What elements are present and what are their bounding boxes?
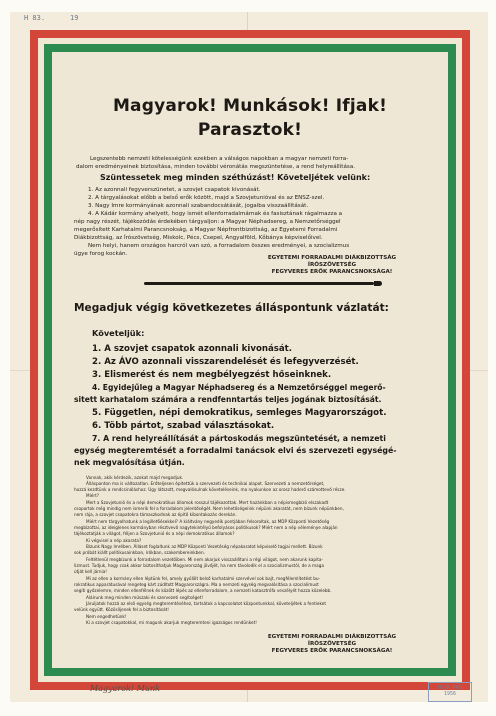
body-line: útját kell járnia!	[74, 569, 107, 574]
demand-item: ügye forog kockán.	[74, 251, 128, 257]
body-line: Aláírunk meg minden műszaki és szervezeti segítséget!	[86, 595, 204, 600]
body-line: Mert a Szovjetunió és a népi demokratikus államok rosszul tájékozottak. Mert hazánkban a népismegbízó elszakadt	[86, 500, 329, 505]
demand-item: megerősített Karhatalmi Parancsnokság, a Magyar Népfrontbizottság, az Egyetemi Forradalmi	[74, 227, 338, 233]
intro-line: dalom eredményeinek biztosítása, minden további véronátás megszüntetése, a rend helyreállítása.	[76, 164, 356, 170]
body-line: Miért nem tárgyalhatunk a legillet6ésekkel? A kiáltvány negyedik pontjában felsoroltak, az MDP Központi Vezetőség	[86, 519, 330, 524]
body-line: Vannak, akik kérdezik, azokat majd megadjuk.	[86, 475, 184, 480]
body-line: nem rája, a szovjet csapatokra támaszkodnak az építő kibontakozás derekán.	[74, 512, 237, 517]
demand-item: 3. Nagy Imre kormányának azonnali szabandocsátását, jogaiba visszaállítását.	[88, 203, 309, 209]
body-line: Nem engedhetünk!	[86, 614, 127, 619]
demand2-item: 7. A rend helyreállítását a pártoskodás megszüntetését, a nemzeti	[92, 434, 386, 443]
body-line: megbízottai, az ideiglenes kormányban résztvevő nagytekintélyű befolyásos politikusok? Miért nem a nép véleménye alapján	[74, 525, 338, 530]
section2-call: Követeljük:	[92, 328, 145, 338]
signature-line: FEGYVERES ERŐK PARANCSNOKSÁGA!	[271, 269, 393, 275]
signature-block-1	[232, 255, 432, 276]
signature-line: EGYETEMI FORRADALMI DIÁKBIZOTTSÁG	[267, 255, 397, 261]
poster-title-line2: Parasztok!	[197, 120, 303, 140]
demand2-item: egység megteremtését a forradalmi tanácsok elvi és szervezeti egységé-	[74, 446, 397, 455]
demand2-item: 4. Egyidejűleg a Magyar Néphadsereg és a Nemzetőrséggel megerő-	[92, 383, 386, 392]
signature-line: EGYETEMI FORRADALMI DIÁKBIZOTTSÁG	[267, 634, 397, 640]
handwritten-note: Magyarok! Munk	[90, 684, 160, 693]
body-line: hozzá kezdtünk a rendcsináláshoz. Úgy látszott, megvalósulnak követeléseink, ma nyakunkon az orosz haderő számottevő része.	[74, 487, 346, 492]
section2-title: Megadjuk végig következetes álláspontunk vázlatát:	[74, 302, 389, 314]
poster-title-line1: Magyarok! Munkások! Ifjak!	[112, 96, 388, 116]
demand2-item: sitett karhatalom számára a rendfenntartás teljes jogának biztosítását.	[74, 395, 382, 404]
body-line: segíti győzelemre, minden ellenfélnek és között lépés az ellenforradalom, a nemzeti katasztrófa veszélyét hozza közelebb.	[74, 588, 332, 593]
demand2-item: nek megvalósítása útján.	[74, 458, 185, 467]
body-line: Feltétlenül megbízunk a forradalom vezetőiben. Mi nem akarjuk visszaállítani a régi világot, nem akarunk kapita-	[86, 557, 323, 562]
signature-block-2	[232, 634, 432, 655]
demand2-item: 2. Az ÁVO azonnali visszarendelését és lefegyverzését.	[92, 357, 359, 367]
demand2-item: 3. Elismerést és nem megbélyegzést hőseinknek.	[92, 370, 332, 380]
section-divider	[144, 282, 374, 285]
body-line: Járuljatok hozzá az első egység megteremtéséhez, tartsátok a kapcsolatot központunkkal, követeljétek a fentieket	[86, 601, 326, 606]
demand2-item: 6. Több pártot, szabad választásokat.	[92, 421, 275, 431]
body-line: Ki végvisel a nép akarata?	[86, 538, 142, 543]
body-line: Miért?	[86, 493, 99, 498]
demand-item: 1. Az azonnali fegyverszünetet, a szovjet csapatok kivonását.	[88, 187, 261, 193]
demand-item: 2. A tárgyalásokat előbb a belső erők között, majd a Szovjetunióval és az ENSZ-szel.	[88, 195, 325, 201]
archive-number: H 83.	[24, 14, 46, 22]
body-line: lizmust. Tudjuk, hogy csak akkor biztosíthatjuk Magyarország jövőjét, ha nem távolodik el a szocializmustól, de a maga	[74, 563, 324, 568]
body-line: sok próbát kiállt politikusainkban, írókban, szakembereinkben.	[74, 550, 205, 555]
body-line: rokratikus apparátusával rengeteg kárt zúdított Magyarországra. Ma a nemzeti egység megvalósítása a szocialimust	[74, 582, 319, 587]
demand-item: Diákbizottság, az Írószövetség, Miskolc, Pécs, Csepel, Angyalföld, Kőbánya képviselőivel.	[74, 235, 323, 241]
call-heading: Szüntessetek meg minden széthúzást! Követeljétek velünk:	[100, 173, 371, 182]
body-line: Állásponton ma is változatlan. Erőteljesen építettük a szervezeti és technikai alapot. Szervezeti a nemzetőrséget,	[86, 481, 325, 486]
demand-item: nép nagy részét, tájékozódás érdekében tárgyaljon: a Magyar Néphadsereg, a Nemzetőrséggel	[74, 219, 341, 225]
demand-item: 4. A Kádár kormány ahelyett, hogy ismét ellenforradalmárnak és fasisztának rágalmazza a	[88, 211, 343, 217]
body-line: csoportok még mindig nem ismerik fel a forradalom jelentőségét. Nem lehetőségeiink népünk akaratát, nem bízunk népünkben,	[74, 506, 344, 511]
signature-line: FEGYVERES ERŐK PARANCSNOKSÁGA!	[271, 648, 393, 654]
archive-mark: 19	[70, 14, 79, 22]
demand-item: Nem helyi, hanem országos harcról van szó, a forradalom összes eredményei, a szocializmus	[88, 243, 350, 249]
intro-line: Legszentebb nemzeti kötelességünk ezekben a válságos napokban a magyar nemzeti forra-	[90, 156, 349, 162]
body-line: Mi az ellen a kormány ellen léptünk fel, amely gyűlölt belső karhatalmi szervével sok bajt, megfélemlítetést bu-	[86, 576, 321, 581]
signature-line: ÍRÓSZÖVETSÉG	[307, 262, 357, 268]
demand2-item: 5. Független, népi demokratikus, semleges Magyarországot.	[92, 408, 387, 418]
body-line: tájékoztatják a világot, féljen a Szovjetunió és a népi demokratikus államok?	[74, 531, 235, 536]
body-line: Bízunk Nagy Imrében. Álláset foglaltunk az MDP Központi Vezetőség népakaratot képviselő tagjai mellett. Bízunk	[86, 544, 323, 549]
body-line: velünk együtt. Közösíljenek fel a biztosítását!	[74, 607, 169, 612]
poster-content	[52, 52, 448, 668]
signature-line: ÍRÓSZÖVETSÉG	[307, 641, 357, 647]
demand2-item: 1. A szovjet csapatok azonnali kivonását.	[92, 344, 293, 354]
archive-stamp: OSZK PKG 1956	[428, 682, 472, 702]
body-line: Ki a szovjet csapatokkal, mi magunk akarjuk megteremteni igazságos rendünket!	[86, 620, 257, 625]
